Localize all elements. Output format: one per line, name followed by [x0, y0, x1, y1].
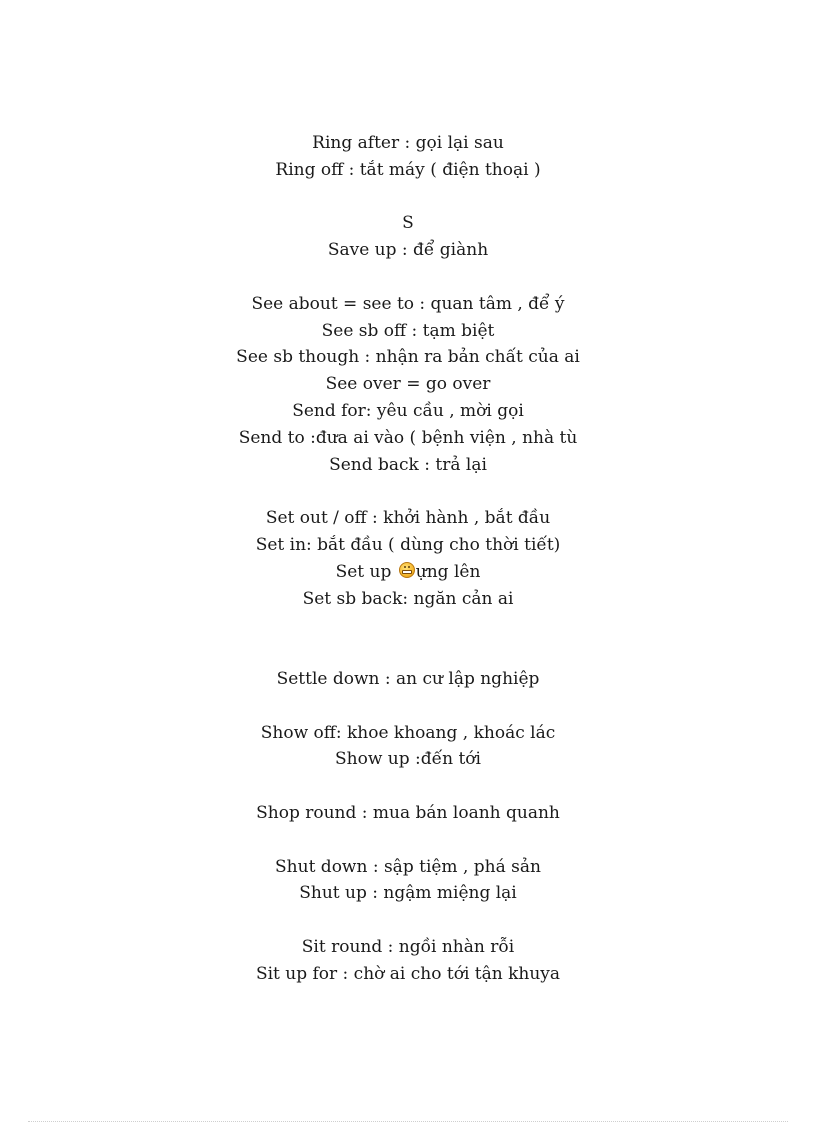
phrasal-verb-list	[0, 130, 816, 988]
blank-line	[0, 639, 816, 666]
section-letter-heading: S	[402, 213, 414, 234]
entry-line: Set in: bắt đầu ( dùng cho thời tiết)	[255, 534, 561, 555]
blank-line	[0, 773, 816, 800]
page-bottom-rule	[28, 1121, 788, 1122]
entry-line: See sb though : nhận ra bản chất của ai	[236, 347, 580, 368]
entry-line: See sb off : tạm biệt	[321, 320, 495, 341]
entry-line: Set sb back: ngăn cản ai	[302, 588, 514, 609]
entry-line: Set out / off : khởi hành , bắt đầu	[265, 508, 551, 529]
entry-line: Sit up for : chờ ai cho tới tận khuya	[255, 963, 561, 984]
entry-line: Shut down : sập tiệm , phá sản	[275, 856, 541, 877]
entry-line: Send back : trả lại	[329, 454, 487, 475]
entry-line: See over = go over	[325, 374, 491, 395]
entry-line	[0, 559, 816, 586]
entry-line: Shut up : ngậm miệng lại	[299, 883, 517, 904]
entry-line: Ring off : tắt máy ( điện thoại )	[275, 159, 541, 180]
entry-line: Shop round : mua bán loanh quanh	[256, 802, 560, 823]
entry-line: Show up :đến tới	[335, 749, 481, 770]
entry-line: Sit round : ngồi nhàn rỗi	[301, 936, 515, 957]
entry-line: Settle down : an cư lập nghiệp	[276, 668, 540, 689]
entry-text-after-icon: ựng lên	[415, 561, 481, 582]
entry-text-before-icon: Set up	[335, 561, 397, 582]
entry-line: See about = see to : quan tâm , để ý	[251, 293, 565, 314]
entry-line: Show off: khoe khoang , khoác lác	[260, 722, 556, 743]
blank-line	[0, 612, 816, 639]
blank-line	[0, 693, 816, 720]
entry-line: Send to :đưa ai vào ( bệnh viện , nhà tù	[238, 427, 578, 448]
grinning-emoji-icon	[399, 562, 415, 578]
blank-line	[0, 827, 816, 854]
entry-line: Ring after : gọi lại sau	[312, 133, 504, 153]
blank-line	[0, 264, 816, 291]
entry-line: Save up : để giành	[327, 240, 489, 261]
entry-line: Send for: yêu cầu , mời gọi	[292, 400, 524, 421]
blank-line	[0, 184, 816, 211]
blank-line	[0, 478, 816, 505]
blank-line	[0, 907, 816, 934]
